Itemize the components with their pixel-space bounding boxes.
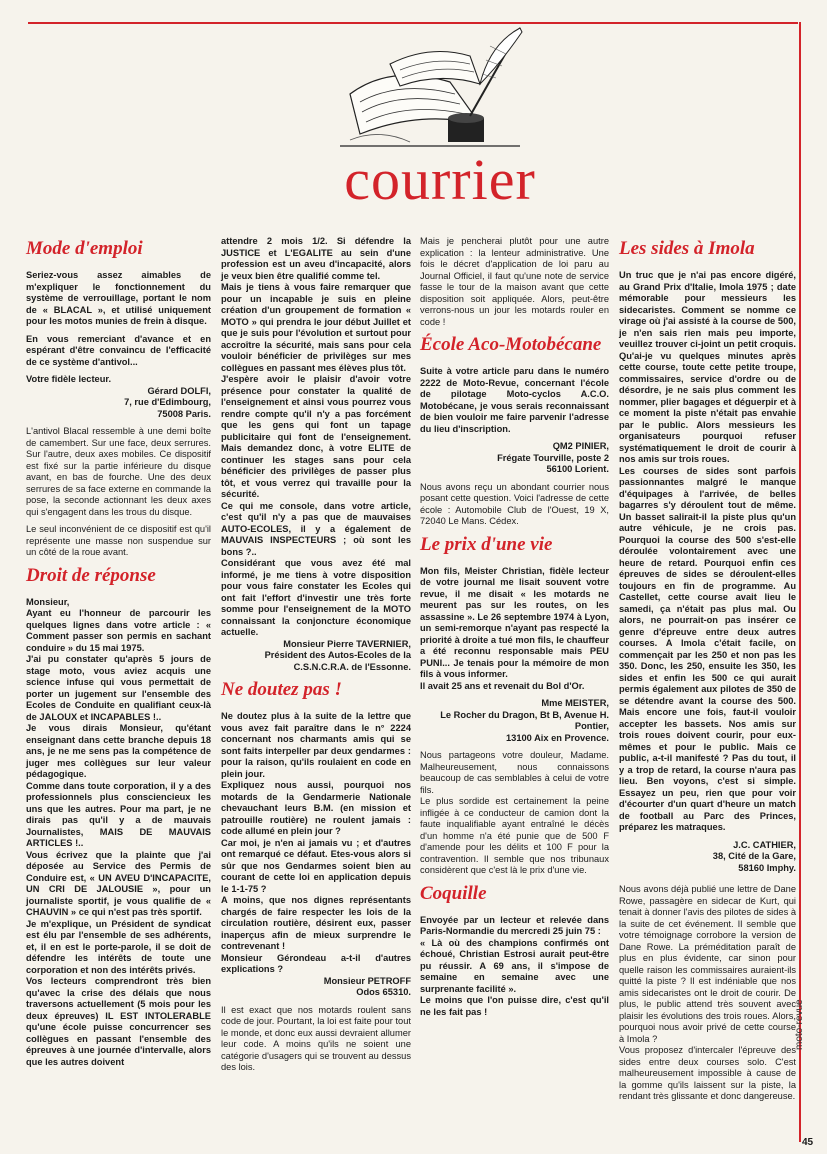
heading-mode-emploi: Mode d'emploi [26, 238, 143, 259]
letter-paragraph: Suite à votre article paru dans le numéro 2222 de Moto-Revue, concernant l'école de pilotage Moto-cyclos A.C.O. Motobécane, je vous serais reconnaissant de bien vouloir me faire parvenir l'adresse du lieu d'inscription. [420, 366, 609, 434]
letter-paragraph: Vos lecteurs comprendront très bien qu'avec la crise des délais que nous traversons actuellement (5 mois pour les deux épreuves) IL EST INTOLERABLE qu'une école puisse concurrencer ses collègues en passant l'ensemble des épreuves à une journée d'intervalle, alors que les autres doivent [26, 976, 211, 1067]
section-title: courrier [344, 147, 536, 212]
letter-paragraph: Ce qui me console, dans votre article, c'est qu'il n'y a pas que de mauvaises AUTO-ECOLES, il y a également de MAUVAIS INSPECTEURS ; où sont les bons ?.. [221, 500, 411, 557]
signature: Le Rocher du Dragon, Bt B, Avenue H. Pontier, [440, 709, 609, 731]
heading-coquille: Coquille [420, 882, 487, 904]
reply-paragraph: L'antivol Blacal ressemble à une demi boîte de camembert. Sur une face, deux serrures. Sur l'autre, deux axes mobiles. Ce dispositif est fixé sur la partie inférieure du disque avant, en bas de fourche. Une des deux serrures de sa face externe en commande la pose, la seconde actionnant les deux axes qui s'engagent dans les trous du disque. [26, 426, 211, 517]
signature: J.C. CATHIER, [733, 839, 796, 850]
heading-droit-reponse: Droit de réponse [26, 564, 156, 586]
reply-paragraph: Mais je pencherai plutôt pour une autre explication : la lenteur administrative. Une fois le décret d'application de loi paru au Journal Officiel, il faut qu'une note de service fasse le tour de la maison avant que cette disposition soit appliquée. Alors, peut-être verrons-nous un jour les motards rouler en code ! [420, 236, 609, 327]
letter-paragraph: « Là où des champions confirmés ont échoué, Christian Estrosi aurait peut-être pu réussir. A 69 ans, il s'impose de semaine en semaine avec une surprenante facilité ». [420, 937, 609, 994]
page-number: 45 [802, 1137, 814, 1148]
signature: Monsieur Pierre TAVERNIER, [283, 638, 411, 649]
signature: Frégate Tourville, poste 2 [497, 452, 609, 463]
column-2 [221, 236, 411, 1080]
quill-letters-illustration [330, 24, 530, 156]
signature: 75008 Paris. [157, 408, 211, 419]
column-3 [420, 236, 609, 1024]
magazine-brand: moto-revue [794, 999, 805, 1050]
signature: 7, rue d'Edimbourg, [124, 397, 211, 407]
reply-paragraph: Vous proposez d'intercaler l'épreuve des sides entre deux courses solo. C'est malheureusement impossible à cause de la gomme qu'ils laissent sur la piste, la rendant très glissante et donc dangereuse. [619, 1045, 796, 1101]
letter-paragraph: Ne doutez plus à la suite de la lettre que vous avez fait paraître dans le n° 2224 concernant nos charmants amis qui se sont faits interpeller par deux gendarmes : pour la raison, qu'ils roulaient en code en plein jour. [221, 711, 411, 779]
letter-paragraph: Un truc que je n'ai pas encore digéré, au Grand Prix d'Italie, Imola 1975 ; date mémorable pour messieurs les sidecaristes. Comment se nomme ce virage où j'ai assisté à la course de 500, je n'en sais rien mais peu importe, veuillez trouver ci-joint un petit croquis. Qu'ai-je vu quelques minutes après cette course, toute cette petite troupe, commissaires, service d'ordre ou de désordre, je ne sais plus comment les nommer, plier bagages et déguerpir et à ce moment la piste n'était pas envahie par le public. Alors messieurs les organisateurs pourquoi refuser systématiquement le droit de courir à nos amis sur trois roues. [619, 270, 796, 464]
signature: 38, Cité de la Gare, [712, 851, 796, 861]
letter-paragraph: Monsieur Gérondeau a-t-il d'autres explications ? [221, 952, 411, 974]
letter-paragraph: Je m'explique, un Président de syndicat est élu par l'ensemble de ses adhérents, et, il en est le porte-parole, il se doit de défendre les intérêts de toute une corporation et non des intérêts privés. [26, 918, 211, 975]
column-1 [26, 234, 211, 1068]
letter-paragraph: Vous écrivez que la plainte que j'ai déposée au Service des Permis de Conduire est, « UN AVEU D'INCAPACITE, UN CRI DE JALOUSIE », pour un journaliste sportif, je vous qualifie de « CHAUVIN » ce qui n'est pas très sportif. [26, 849, 211, 917]
letter-paragraph: attendre 2 mois 1/2. Si défendre la JUSTICE et L'EGALITE au sein d'une profession est un aveu d'incapacité, alors je veux bien être qualifié comme tel. [221, 236, 411, 281]
letter-paragraph: Mon fils, Meister Christian, fidèle lecteur de votre journal me lisait souvent votre revue, il me disait « les motards ne meurent pas sur les routes, on les assassine ». Le 26 septembre 1974 à Lyon, un semi-remorque n'ayant pas respecté la priorité à droite a tué mon fils, le chauffeur a été reconnu responsable mais PEU PUNI... Je tenais pour la mémoire de mon fils à vous informer. [420, 565, 609, 679]
heading-sides-imola: Les sides à Imola [619, 238, 755, 259]
letter-paragraph: Les courses de sides sont parfois passionnantes malgré le manque d'équipages à l'arrivée, de belles bagarres s'y déroulent tout de même. Un basset salirait-il la piste plus qu'un autre véhicule, je ne crois pas. Pourquoi la course des 500 s'est-elle déroulée volontairement avec une heure de retard. Pourquoi enfin ces épreuves de sides se déroulent-elles toujours en fin de programme. Au Castellet, cette course avait lieu le samedi, ça n'était pas plus mal. Ou alors, ne pourrait-on pas insérer ce genre d'épreuve entre deux autres courses. A Imola c'était facile, on commençait par les 250 et non pas les 350. Donc, les 250, ensuite les 350, les sides et enfin les 500 ce qui aurait permis également aux pilotes de 350 de se détendre avant la course des 500. Mais encore une fois, faut-il vouloir accepter les bassets. Nos amis sur trois roues doivent courir, pour eux-mêmes et pour le public. Mais ce public, a-t-il manifesté ? Pas du tout, il y a trop de retard, la course n'aura pas lieu. Ben voyons, c'est si simple. Essayez un peu, rien que pour voir d'écourter d'un quart d'heure un match de football au Parc des Princes, préparez les matraques. [619, 465, 796, 832]
signature: QM2 PINIER, [552, 441, 609, 451]
letter-paragraph: J'espère avoir le plaisir d'avoir votre présence pour constater la qualité de l'enseignement et ainsi vous pourrez vous rendre compte qu'il n'y a pas forcément que les gens qui font un tapage publicitaire qui font de l'enseignement. Mais demandez donc, à votre ELITE de continuer les stages sans pour cela bénéficier des privilèges de passer plus tôt, et vous verrez qui travaille pour la sécurité. [221, 374, 411, 499]
heading-prix-vie: Le prix d'une vie [420, 533, 553, 555]
signature: Gérard DOLFI, [147, 385, 211, 396]
letter-paragraph: Comme dans toute corporation, il y a des professionnels plus consciencieux les uns que les autres. Pour ma part, je ne dirais pas qu'il y a de mauvais Journalistes, MAIS DE MAUVAIS ARTICLES !.. [26, 780, 211, 848]
letter-paragraph: Car moi, je n'en ai jamais vu ; et d'autres ont remarqué ce défaut. Etes-vous alors si sûr que nos Gendarmes soient bien au courant de cette loi en application depuis le 1-1-75 ? [221, 837, 411, 894]
letter-paragraph: En vous remerciant d'avance et en espérant d'être convaincu de l'efficacité de ce système d'antivol... [26, 333, 211, 367]
letter-paragraph: Je vous dirais Monsieur, qu'étant enseignant dans cette branche depuis 18 ans, je ne me sens pas la compétence de juger mes collègues sur leur valeur pédagogique. [26, 723, 211, 779]
letter-paragraph: Ayant eu l'honneur de parcourir les quelques lignes dans votre article : « Comment passer son permis en sachant conduire » du 15 mai 1975. [26, 608, 211, 653]
signature: 58160 Imphy. [738, 862, 796, 873]
letter-paragraph: Envoyée par un lecteur et relevée dans Paris-Normandie du mercredi 25 juin 75 : [420, 914, 609, 936]
letter-paragraph: J'ai pu constater qu'après 5 jours de stage moto, vous aviez acquis une science infuse qui vous permettait de porter un jugement sur l'ensemble des Ecoles de Conduite en qualifiant ceux-là de JALOUX et INCAPABLES !.. [26, 654, 211, 722]
signature: Président des Autos-Ecoles de la C.S.N.C.R.A. de l'Essonne. [264, 650, 411, 672]
letter-paragraph: Monsieur, [26, 596, 70, 607]
reply-paragraph: Il est exact que nos motards roulent sans code de jour. Pourtant, la loi est faite pour tout le monde, et donc eux aussi devraient allumer leur code. A moins qu'ils ne soient une catégorie d'usagers qui se trouvent au dessus des lois. [221, 1004, 411, 1072]
letter-paragraph: Seriez-vous assez aimables de m'expliquer le fonctionnement du système de verrouillage, portant le nom de « BLACAL », et utilisé uniquement pour les motos munies de frein à disque. [26, 270, 211, 326]
letter-paragraph: Il avait 25 ans et revenait du Bol d'Or. [420, 680, 585, 691]
sidebar-red-rule [799, 22, 801, 1142]
reply-paragraph: Le plus sordide est certainement la peine infligée à ce conducteur de camion dont la faute inqualifiable ayant entraîné le décès d'un homme n'a été punie que de 500 F d'amende pour les délits et 100 F pour la contravention. Il semble que nos tribunaux considèrent que c'est là le prix d'une vie. [420, 796, 609, 875]
signature: Odos 65310. [356, 987, 411, 997]
column-4 [619, 234, 796, 1109]
reply-paragraph: Nous avons reçu un abondant courrier nous posant cette question. Voici l'adresse de cette école : Automobile Club de l'Ouest, 19 X, 72040 Le Mans. Cédex. [420, 481, 609, 526]
reply-paragraph: Nous avons déjà publié une lettre de Dane Rowe, passagère en sidecar de Kurt, qui tenait à donner l'avis des pilotes de sides à la suite de cet événement. Il semble que votre témoignage corrobore la version de Dane Rowe. La préméditation paraît de plus en plus évidente, car sinon pour quelle raison les commissaires auraient-ils quitté la piste ? Il est indéniable que nos amis sidecaristes ont le droit de courir. De plus, le public attend très souvent avec plaisir les évolutions des trois roues. Alors, pourquoi nous avoir privé de cette course à Imola ? [619, 884, 796, 1044]
signature: 56100 Lorient. [546, 464, 609, 474]
heading-ne-doutez-pas: Ne doutez pas ! [221, 679, 342, 700]
heading-ecole-aco: École Aco-Motobécane [420, 334, 602, 355]
letter-paragraph: Considérant que vous avez été mal informé, je me tiens à votre disposition pour vous faire constater les Ecoles qui ont fait l'effort d'investir une très forte somme pour l'enseignement de la MOTO connaissant la conjoncture économique actuelle. [221, 558, 411, 637]
signature: Mme MEISTER, [541, 698, 609, 708]
letter-paragraph: Votre fidèle lecteur. [26, 374, 112, 384]
signature: 13100 Aix en Provence. [505, 732, 609, 743]
letter-paragraph: A moins, que nos dignes représentants chargés de faire respecter les lois de la circulation routière, désirent eux, passer inaperçus afin de mieux surprendre le contrevenant ! [221, 895, 411, 951]
letter-paragraph: Expliquez nous aussi, pourquoi nos motards de la Gendarmerie Nationale chevauchant leurs B.M. (en mission et patrouille routière) ne roulent jamais : code allumé en plein jour ? [221, 780, 411, 836]
signature: Monsieur PETROFF [323, 975, 411, 986]
reply-paragraph: Nous partageons votre douleur, Madame. Malheureusement, nous connaissons beaucoup de cas semblables à celui de votre fils. [420, 750, 609, 795]
letter-paragraph: Mais je tiens à vous faire remarquer que pour un incapable je suis en pleine création d'un groupement de formation « MOTO » qui prendra le jour début Juillet et que je suis pour l'évolution et surtout pour accroître la sécurité, mais sans pour cela vouloir bénéficier de privilèges sur mes collègues en passant mes élèves plus tôt. [221, 282, 411, 373]
reply-paragraph: Le seul inconvénient de ce dispositif est qu'il représente une masse non suspendue sur un côté de la roue avant. [26, 524, 211, 557]
letter-paragraph: Le moins que l'on puisse dire, c'est qu'il ne les fait pas ! [420, 995, 609, 1017]
